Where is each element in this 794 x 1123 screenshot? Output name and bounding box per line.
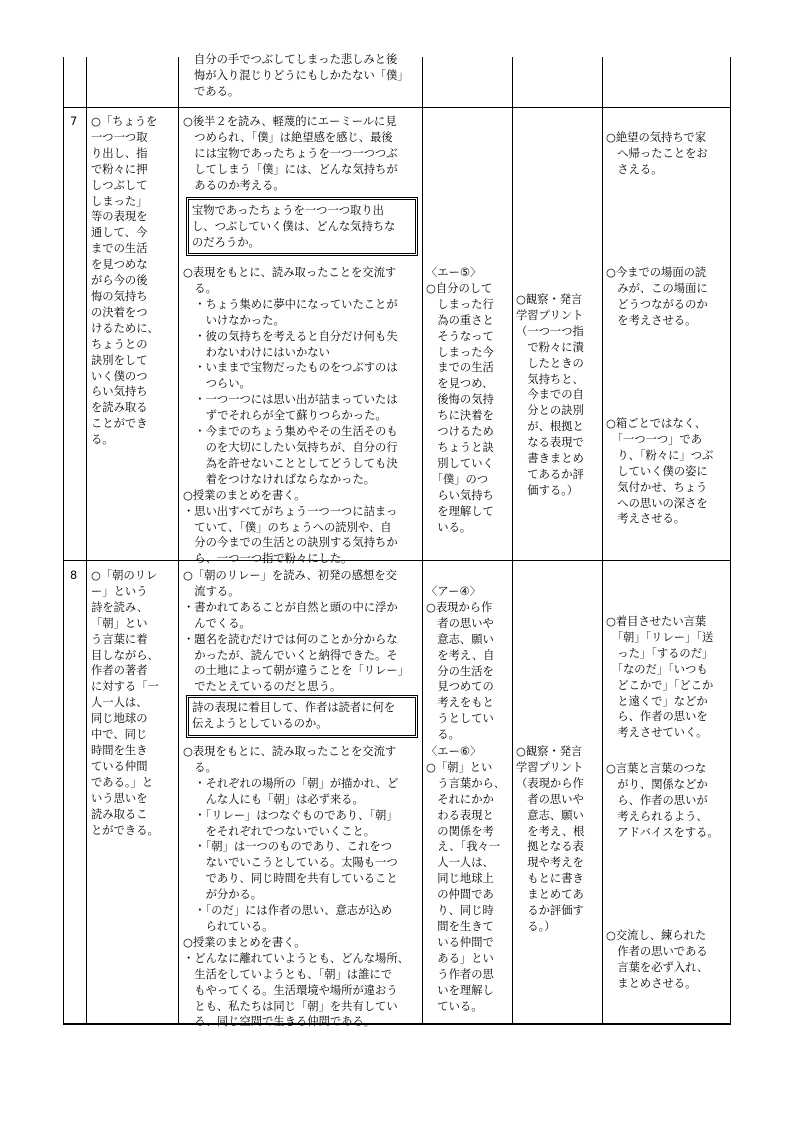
- column-divider-5: [602, 57, 603, 1025]
- column-divider-2: [178, 57, 179, 1025]
- row7-learning-goal: ○「ちょうを 一つ一つ取 り出し、指 で粉々に押 しつぶして しまった」 等の表現を 通して、今 までの生活 を見つめな がら今の後 悔の気持ち の決着をつ けるために、 ちょうとの 訣別をして いく僕のつ らい気持ち を読み取る ことができ る。: [91, 115, 159, 447]
- row8-activity-exchange: ○表現をもとに、読み取ったことを交流す る。 ・それぞれの場所の「朝」が描かれ、ど んな人にも「朝」は必ず来る。 ・「リレー」はつなぐものであり、「朝」 をそれぞれでつないでいくこと。 ・「朝」は一つのものであり、これをつ ないでいこうとしている。太陽も一つ であり、同じ時間を共有していること が分かる。 ・「のだ」には作者の思い、意志が込め られている。 ○授業のまとめを書く。 ・どんなに離れていようとも、どんな場所、 生活をしていようとも、「朝」は誰にで もやってくる。生活環境や場所が違おう とも、私たちは同じ「朝」を共有してい る、同じ空間で生きる仲間である。: [183, 745, 409, 1029]
- row-number-7: 7: [70, 115, 78, 128]
- row8-key-question: 詩の表現に着目して、作者は読者に何を 伝えようとしているのか。: [192, 701, 396, 730]
- row7-support-note-1: ○絶望の気持ちで家 へ帰ったことをお さえる。: [606, 131, 708, 176]
- row8-evaluation-method: ○観察・発言 学習プリント （表現から作 者の思いや 意志、願い を考え、根 拠となる表 現や考えを もとに書き まとめてあ るか評価す る。）: [516, 745, 585, 933]
- row8-evaluation-criteria-2: 〈エー⑥〉 ○「朝」とい う言葉から、 それにかか わる表現と の関係を考 え、「我々一 人一人は、 同じ地球上 の仲間であ り、同じ時 間を生きて いる仲間で ある」とい う作者の思 いを理解し ている。: [426, 745, 506, 1013]
- row7-support-note-3: ○箱ごとではなく、 「一つ一つ」であ り、「粉々に」つぶ していく僕の姿に 気付かせ、ちょう への思いの深さを 考えさせる。: [606, 417, 714, 526]
- row8-support-note-2: ○言葉と言葉のつな がり、関係などか ら、作者の思いが 考えられるよう、 アドバイスをする。: [606, 762, 719, 839]
- row8-activity-intro: ○「朝のリレー」を読み、初発の感想を交 流する。 ・書かれてあることが自然と頭の中に浮か んでくる。 ・題名を読むだけでは何のことか分からな かったが、読んでいくと納得できた。そ の土地によって朝が違うことを「リレー」 でたとえているのだと思う。: [183, 569, 409, 694]
- row-divider-7: [63, 107, 731, 108]
- row7-evaluation-method: ○観察・発言 学習プリント （一つ一つ指 で粉々に潰 したときの 気持ちと、 今までの自 分との訣別 が、根拠と なる表現で 書きまとめ てあるか評 価する。）: [516, 293, 584, 497]
- continued-activity-text: 自分の手でつぶしてしまった悲しみと後 悔が入り混じりどうにもしかたない「僕」 である。: [194, 53, 409, 98]
- column-divider-3: [422, 57, 423, 1025]
- row7-activity-intro: ○後半２を読み、軽蔑的にエーミールに見 つめられ、「僕」は絶望感を感じ、最後 には宝物であったちょうを一つ一つつぶ してしまう「僕」には、どんな気持ちが あるのか考える。: [183, 115, 398, 192]
- column-divider-4: [512, 57, 513, 1025]
- row7-activity-exchange: ○表現をもとに、読み取ったことを交流す る。 ・ちょう集めに夢中になっていたことが いけなかった。 ・彼の気持ちを考えると自分だけ何も失 わないわけにはいかない ・いままで宝物だったものをつぶすのは つらい。 ・一つ一つには思い出が詰まっていたは ずでそれらが全て蘇りつらかった。 ・今までのちょう集めやその生活そのも のを大切にしたい気持ちが、自分の行 為を許せないこととしてどうしても決 着をつけなければならなかった。 ○授業のまとめを書く。 ・思い出すべてがちょう一つ一つに詰まっ ていて、「僕」のちょうへの読別や、自 分の今までの生活との訣別する気持ちか ら、一つ一つ指で粉々にした。: [183, 266, 398, 566]
- row7-evaluation-criteria: 〈エー⑤〉 ○自分のして しまった行 為の重さと そうなって しまった今 までの生活 を見つめ、 後悔の気持 ちに決着を つけるため ちょうと訣 別していく 「僕」のつ らい気持ち を理解して いる。: [426, 266, 494, 534]
- row8-learning-goal: ○「朝のリレ ー」という 詩を読み、 「朝」とい う言葉に着 目しながら、 作者の著者 に対する「一 人一人は、 同じ地球の 中で、同じ 時間を生き ている仲間 である。」と いう思いを 読み取るこ とができる。: [91, 569, 159, 837]
- table-border-right: [730, 57, 731, 1025]
- row-number-8: 8: [70, 569, 78, 582]
- row8-evaluation-criteria-1: 〈アー④〉 ○表現から作 者の思いや 意志、願い を考え、自 分の生活を 見つめての 考えをもと うとしてい る。: [426, 585, 495, 742]
- row8-support-note-3: ○交流し、練られた 作者の思いである 言葉を必ず入れ、 まとめさせる。: [606, 929, 709, 990]
- row7-key-question: 宝物であったちょうを一つ一つ取り出 し、つぶしていく僕は、どんな気持ちな のだろうか。: [192, 204, 396, 249]
- column-divider-1: [86, 57, 87, 1025]
- row7-support-note-2: ○今までの場面の読 みが、この場面に どうつながるのか を考えさせる。: [606, 266, 708, 327]
- table-border-left: [63, 57, 64, 1025]
- row8-support-note-1: ○着目させたい言葉 「朝」「リレー」「送 った」「するのだ」 「なのだ」「いつも どこかで」「どこか と遠くで」などか ら、作者の思いを 考えさせていく。: [606, 615, 714, 740]
